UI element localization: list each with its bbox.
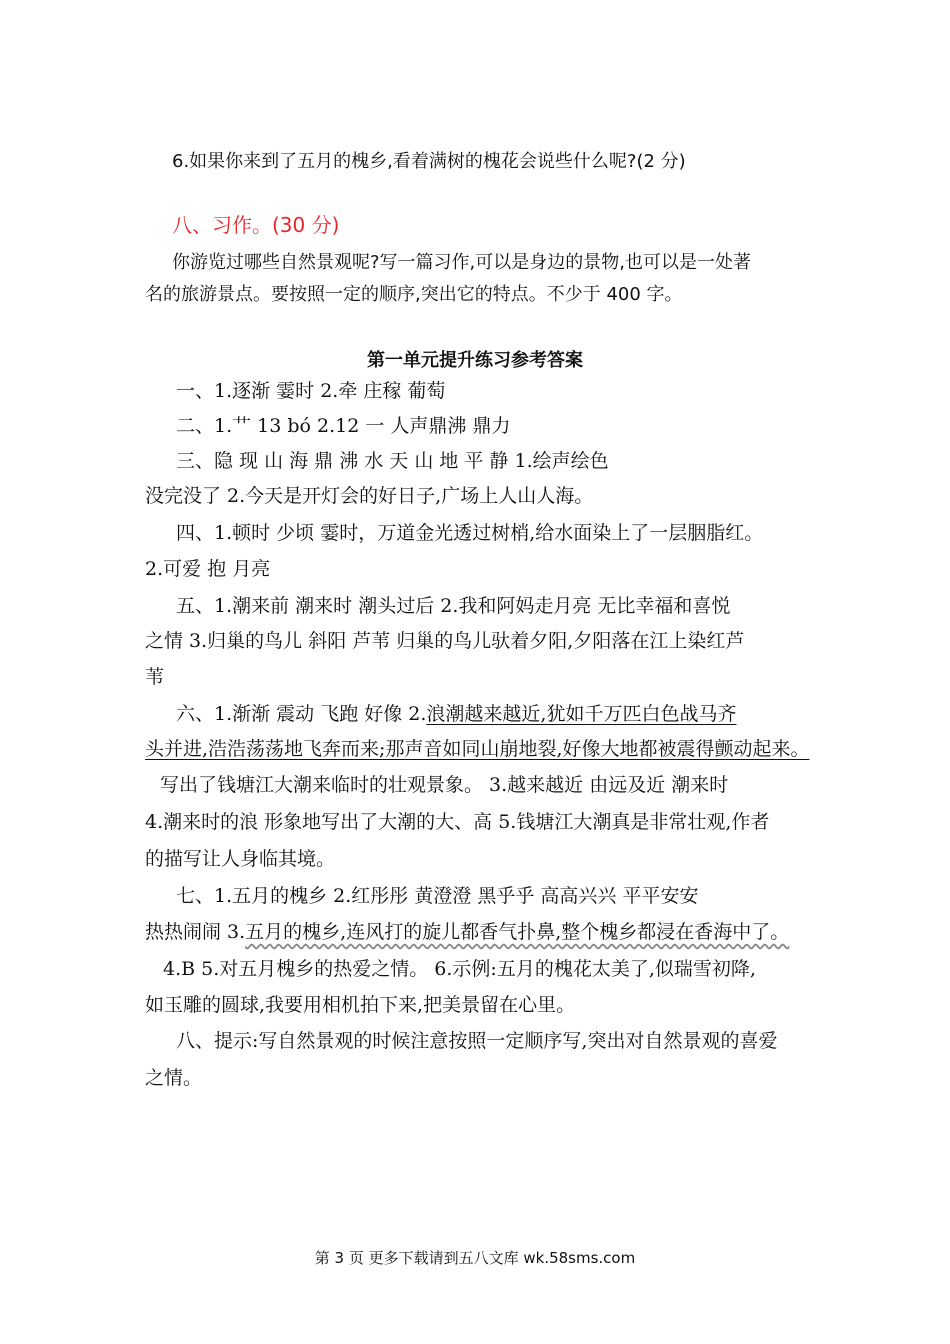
answer-5-line-2: 之情 3.归巢的鸟儿 斜阳 芦苇 归巢的鸟儿驮着夕阳,夕阳落在江上染红芦 xyxy=(145,630,745,652)
answer-6-underlined-sentence-part-1: 浪潮越来越近,犹如千万匹白色战马齐 xyxy=(426,703,737,725)
answer-7-wavy-underlined-sentence: 五月的槐乡,连风打的旋儿都香气扑鼻,整个槐乡都浸在香海中了。 xyxy=(245,921,790,943)
answer-2: 二、1.艹 13 bó 2.12 一 人声鼎沸 鼎力 xyxy=(176,415,511,437)
answer-8-line-2: 之情。 xyxy=(145,1067,203,1089)
section-8-prompt-line-1: 你游览过哪些自然景观呢?写一篇习作,可以是身边的景物,也可以是一处著 xyxy=(172,252,751,273)
answer-6-line-5: 的描写让人身临其境。 xyxy=(145,848,336,870)
answer-4-line-1: 四、1.顿时 少顷 霎时，万道金光透过树梢,给水面染上了一层胭脂红。 xyxy=(176,522,764,544)
question-6: 6.如果你来到了五月的槐乡,看着满树的槐花会说些什么呢?(2 分) xyxy=(172,151,686,172)
answer-5-line-3: 苇 xyxy=(145,666,165,688)
answer-7-line-4: 如玉雕的圆球,我要用相机拍下来,把美景留在心里。 xyxy=(145,994,576,1016)
section-8-prompt-line-2: 名的旅游景点。要按照一定的顺序,突出它的特点。不少于 400 字。 xyxy=(145,284,683,305)
answer-8-line-1: 八、提示:写自然景观的时候注意按照一定顺序写,突出对自然景观的喜爱 xyxy=(176,1030,778,1052)
answer-6-line-1 xyxy=(176,701,736,727)
answer-5-line-1: 五、1.潮来前 潮来时 潮头过后 2.我和阿妈走月亮 无比幸福和喜悦 xyxy=(176,595,731,617)
answer-6-line-4: 4.潮来时的浪 形象地写出了大潮的大、高 5.钱塘江大潮真是非常壮观,作者 xyxy=(145,811,770,833)
answer-7-line-2-prefix: 热热闹闹 3. xyxy=(145,921,246,943)
answer-7-line-1: 七、1.五月的槐乡 2.红彤彤 黄澄澄 黑乎乎 高高兴兴 平平安安 xyxy=(176,885,699,907)
answer-1: 一、1.逐渐 霎时 2.牵 庄稼 葡萄 xyxy=(176,380,446,402)
answer-6-underlined-sentence-part-2: 头并进,浩浩荡荡地飞奔而来;那声音如同山崩地裂,好像大地都被震得颤动起来。 xyxy=(145,738,810,760)
answer-key-title: 第一单元提升练习参考答案 xyxy=(367,350,583,371)
answer-7-line-3: 4.B 5.对五月槐乡的热爱之情。 6.示例:五月的槐花太美了,似瑞雪初降, xyxy=(163,958,756,980)
answer-3-line-2: 没完没了 2.今天是开灯会的好日子,广场上人山人海。 xyxy=(145,485,594,507)
answer-4-line-2: 2.可爱 抱 月亮 xyxy=(145,558,271,580)
answer-6-line-3: 写出了钱塘江大潮来临时的壮观景象。 3.越来越近 由远及近 潮来时 xyxy=(160,774,729,796)
answer-3-line-1: 三、隐 现 山 海 鼎 沸 水 天 山 地 平 静 1.绘声绘色 xyxy=(176,450,609,472)
answer-7-line-2 xyxy=(145,919,789,945)
page-footer: 第 3 页 更多下载请到五八文库 wk.58sms.com xyxy=(314,1249,636,1267)
answer-6-line-1-prefix: 六、1.渐渐 震动 飞跑 好像 2. xyxy=(176,703,427,725)
section-8-heading: 八、习作。(30 分) xyxy=(172,213,340,237)
